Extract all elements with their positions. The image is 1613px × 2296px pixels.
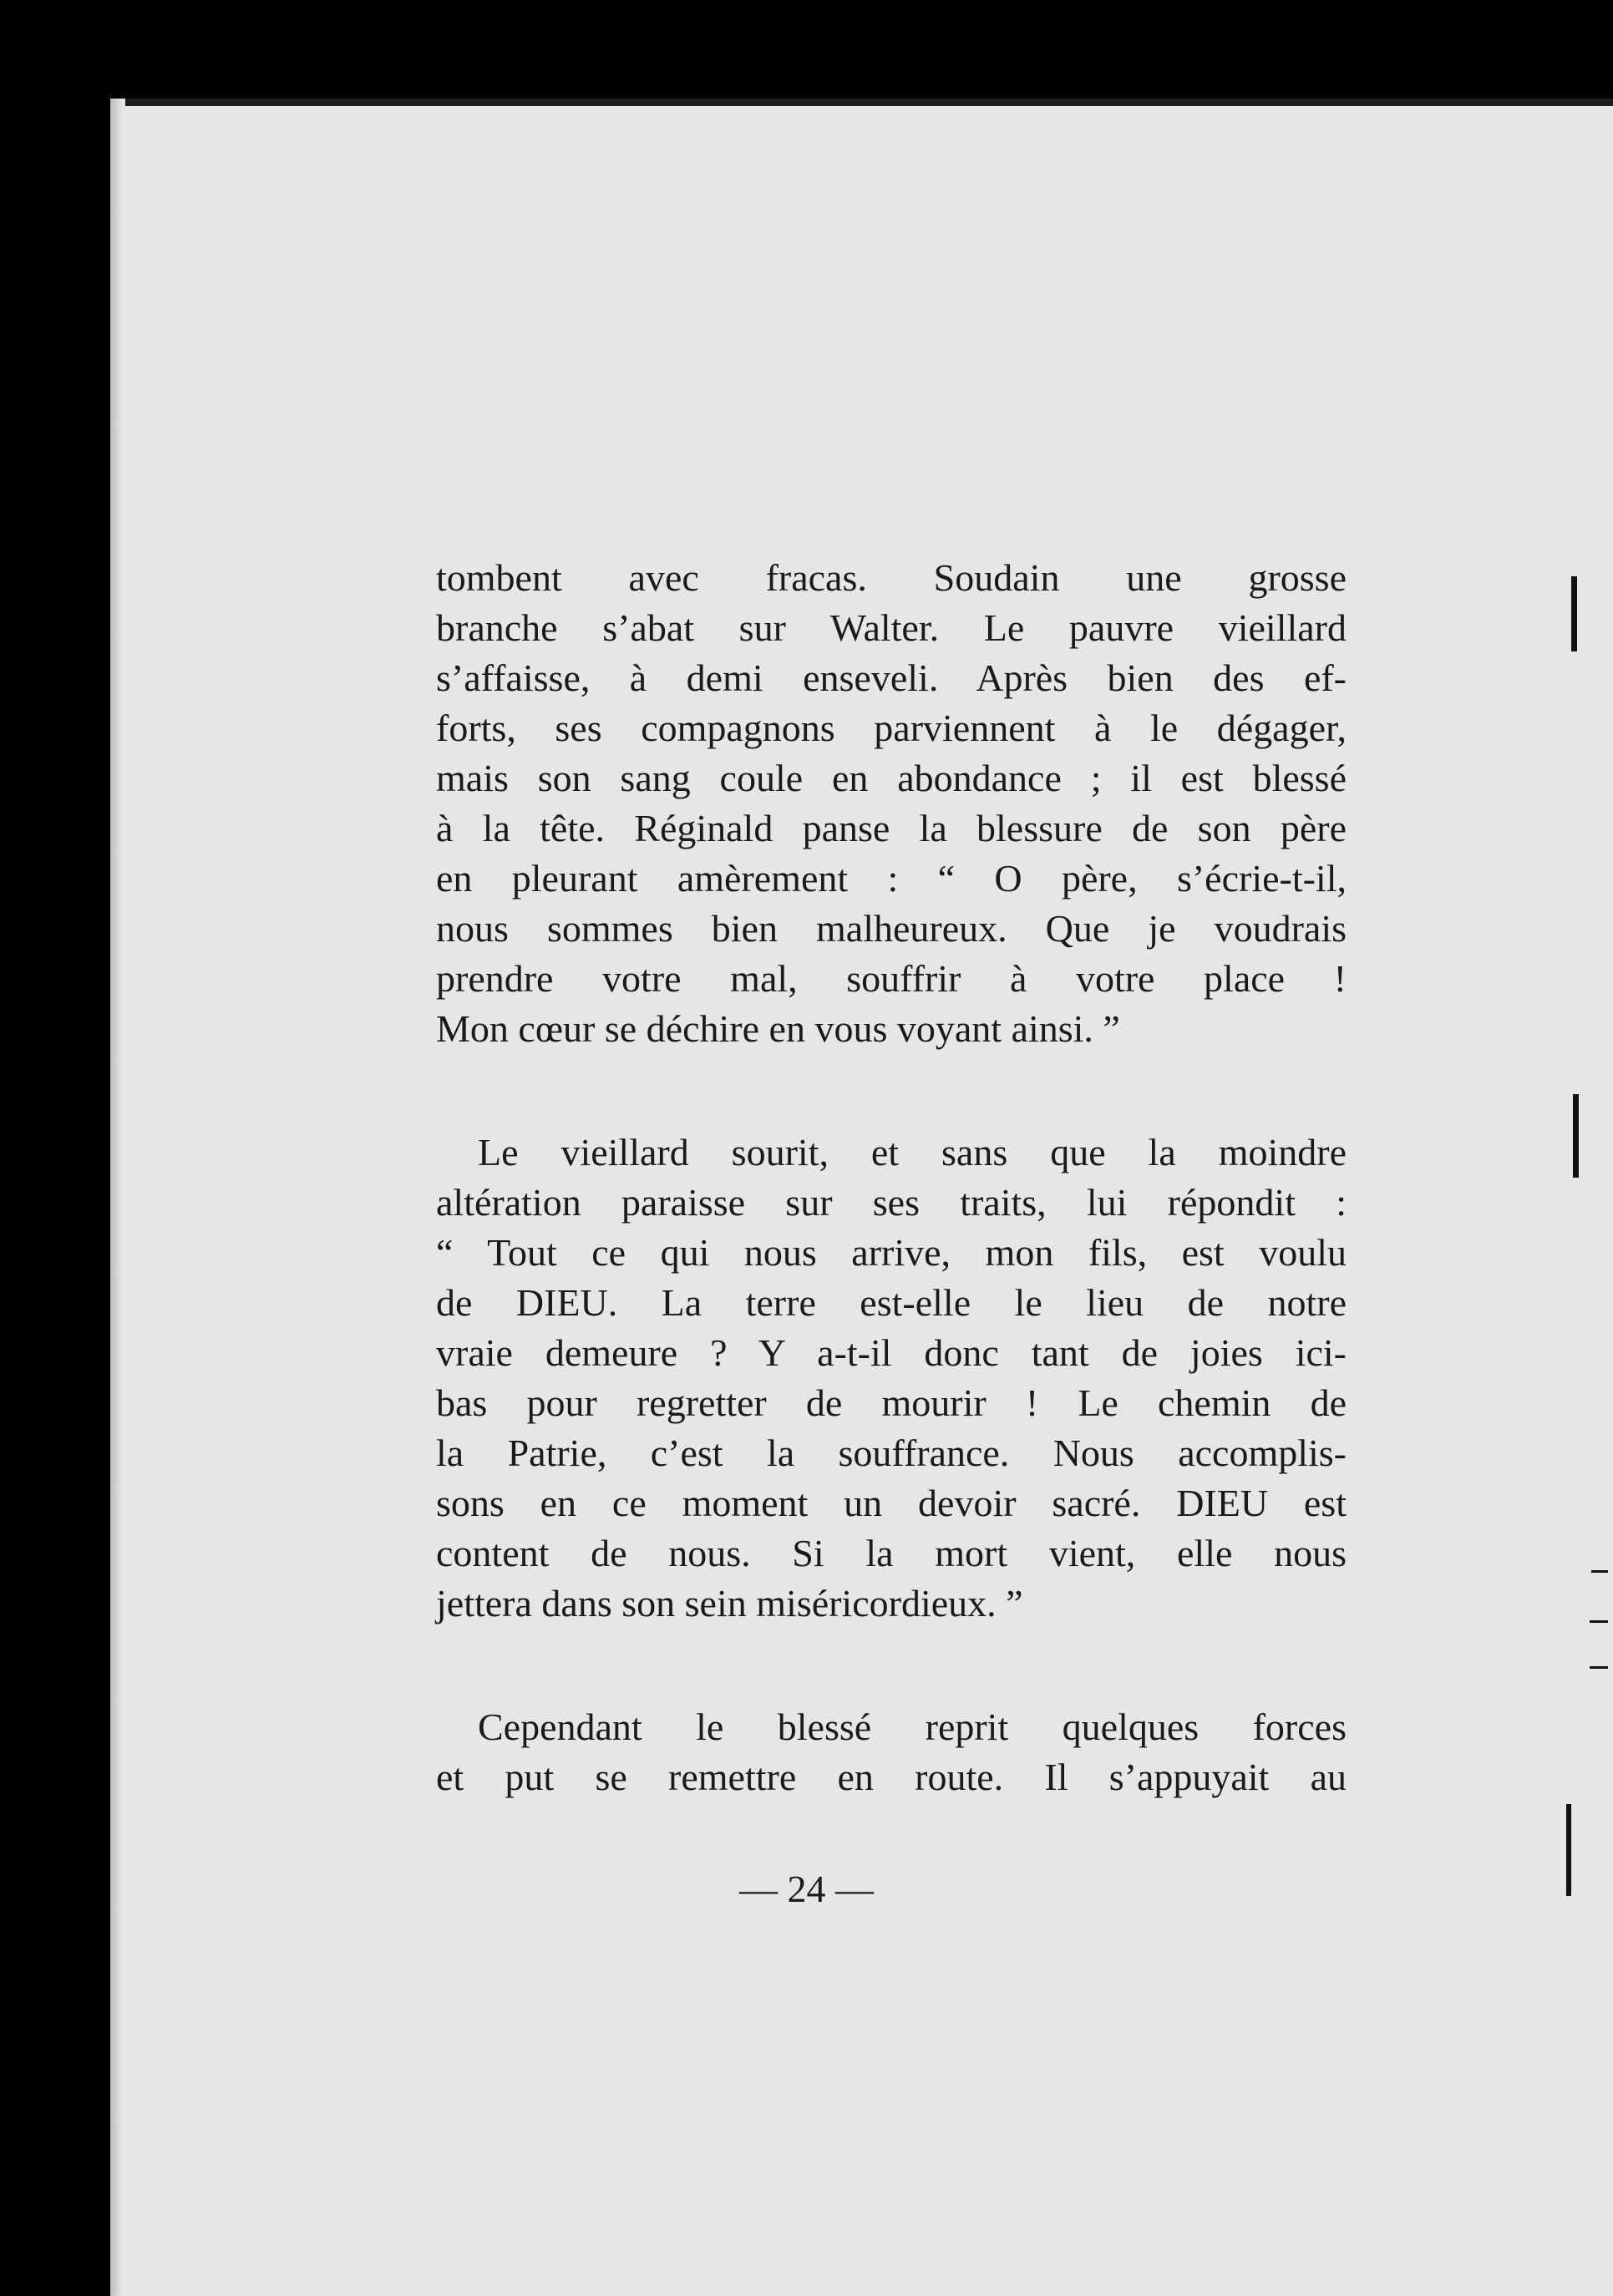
text-line: la Patrie, c’est la souffrance. Nous accomplis- bbox=[436, 1432, 1347, 1474]
text-line: prendre votre mal, souffrir à votre place ! bbox=[436, 957, 1347, 1000]
text-line: vraie demeure ? Y a-t-il donc tant de joies ici- bbox=[436, 1331, 1347, 1374]
scan-artifact-mark bbox=[1566, 1804, 1571, 1896]
text-line: en pleurant amèrement : “ O père, s’écrie-t-il, bbox=[436, 857, 1347, 900]
text-line: branche s’abat sur Walter. Le pauvre vieillard bbox=[436, 606, 1347, 649]
text-line: Le vieillard sourit, et sans que la moindre bbox=[478, 1131, 1347, 1173]
text-line: forts, ses compagnons parviennent à le dégager, bbox=[436, 707, 1347, 749]
text-line: altération paraisse sur ses traits, lui répondit : bbox=[436, 1181, 1347, 1224]
scan-artifact-mark bbox=[1590, 1620, 1608, 1623]
text-line: tombent avec fracas. Soudain une grosse bbox=[436, 556, 1347, 599]
text-line: s’affaisse, à demi enseveli. Après bien des ef- bbox=[436, 656, 1347, 699]
text-line: à la tête. Réginald panse la blessure de son père bbox=[436, 807, 1347, 849]
scan-artifact-mark bbox=[1573, 1094, 1579, 1178]
paragraph-2 bbox=[436, 1128, 1347, 1629]
top-rule bbox=[125, 99, 1613, 106]
paragraph-1 bbox=[436, 553, 1347, 1054]
text-line: de DIEU. La terre est-elle le lieu de notre bbox=[436, 1281, 1347, 1324]
text-line: et put se remettre en route. Il s’appuyait au bbox=[436, 1756, 1347, 1798]
page-number: — 24 — bbox=[739, 1868, 874, 1910]
body-text bbox=[436, 553, 1347, 1802]
text-line: jettera dans son sein miséricordieux. ” bbox=[436, 1582, 1023, 1624]
text-line: Cependant le blessé reprit quelques forces bbox=[478, 1706, 1347, 1748]
text-line: sons en ce moment un devoir sacré. DIEU est bbox=[436, 1482, 1347, 1524]
text-line: content de nous. Si la mort vient, elle nous bbox=[436, 1532, 1347, 1574]
text-line: mais son sang coule en abondance ; il est blessé bbox=[436, 757, 1347, 799]
page-left-edge bbox=[110, 99, 122, 2296]
scan-artifact-mark bbox=[1591, 1570, 1608, 1573]
text-line: nous sommes bien malheureux. Que je voudrais bbox=[436, 907, 1347, 950]
scan-artifact-mark bbox=[1571, 576, 1577, 651]
text-line: “ Tout ce qui nous arrive, mon fils, est voulu bbox=[436, 1231, 1347, 1274]
scan-artifact-mark bbox=[1590, 1666, 1608, 1669]
paragraph-3 bbox=[436, 1702, 1347, 1802]
text-line: bas pour regretter de mourir ! Le chemin de bbox=[436, 1381, 1347, 1424]
text-line: Mon cœur se déchire en vous voyant ainsi. ” bbox=[436, 1007, 1120, 1050]
